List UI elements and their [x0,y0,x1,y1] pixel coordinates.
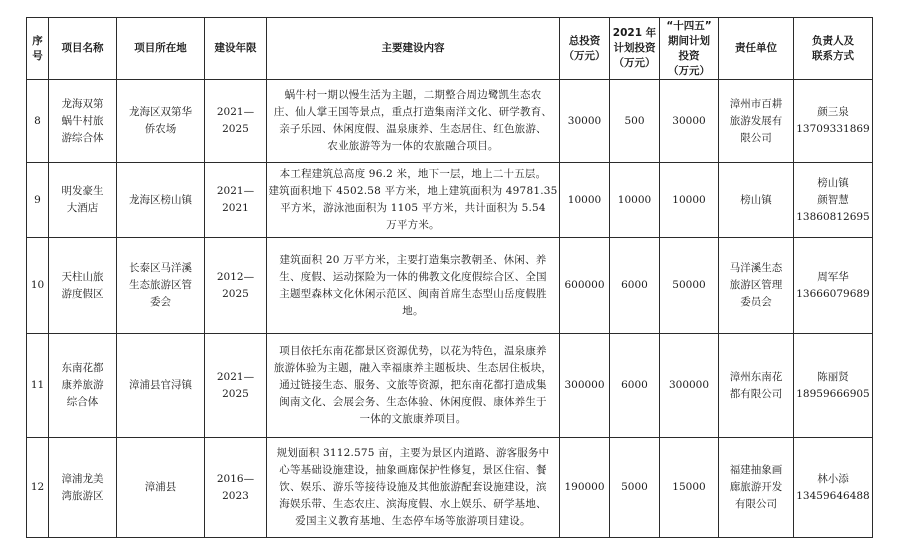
cell-seq: 10 [27,238,49,334]
header-period: 建设年限 [205,18,267,80]
header-name: 项目名称 [49,18,117,80]
cell-total: 10000 [560,163,610,238]
cell-plan2021: 6000 [610,238,660,334]
cell-unit: 福建抽象画 廊旅游开发 有限公司 [719,438,794,538]
header-contact: 负责人及 联系方式 [794,18,873,80]
cell-unit: 榜山镇 [719,163,794,238]
cell-seq: 9 [27,163,49,238]
cell-contact: 林小添 13459646488 [794,438,873,538]
header-total: 总投资 （万元） [560,18,610,80]
cell-plan145: 10000 [660,163,719,238]
cell-content: 本工程建筑总高度 96.2 米，地下一层，地上二十五层。 建筑面积地下 4502.58 平方米，地上建筑面积为 49781.35 平方米，游泳池面积为 1105 平方米，共计面积为 5.54 万平方米。 [267,163,560,238]
header-content: 主要建设内容 [267,18,560,80]
cell-name: 东南花都 康养旅游 综合体 [49,334,117,438]
cell-seq: 8 [27,80,49,163]
cell-seq: 12 [27,438,49,538]
cell-plan2021: 10000 [610,163,660,238]
cell-plan2021: 5000 [610,438,660,538]
cell-period: 2021— 2025 [205,80,267,163]
cell-location: 长泰区马洋溪 生态旅游区管 委会 [117,238,205,334]
cell-content: 规划面积 3112.575 亩，主要为景区内道路、游客服务中 心等基础设施建设，抽象画廊保护性修复，景区住宿、餐 饮、娱乐、游乐等接待设施及其他旅游配套设施建设，滨 海娱乐带、生态农庄、滨海度假、水上娱乐、研学基地、 爱国主义教育基地、生态停车场等旅游项目建设。 [267,438,560,538]
cell-name: 龙海双第 蜗牛村旅 游综合体 [49,80,117,163]
cell-location: 龙海区榜山镇 [117,163,205,238]
cell-plan2021: 6000 [610,334,660,438]
cell-total: 30000 [560,80,610,163]
table-row [27,334,873,438]
cell-total: 190000 [560,438,610,538]
table-row [27,80,873,163]
cell-contact: 榜山镇 颜智慧 13860812695 [794,163,873,238]
header-plan2021: 2021 年 计划投资 （万元） [610,18,660,80]
cell-content: 蜗牛村一期以慢生活为主题，二期整合周边鹭凯生态农 庄、仙人掌王国等景点，重点打造集南洋文化、研学教育、 亲子乐园、休闲度假、温泉康养、生态居住、红色旅游、 农业旅游等为一体的农旅融合项目。 [267,80,560,163]
cell-plan145: 30000 [660,80,719,163]
cell-unit: 漳州市百耕 旅游发展有 限公司 [719,80,794,163]
table-row [27,238,873,334]
cell-period: 2012— 2025 [205,238,267,334]
cell-plan145: 15000 [660,438,719,538]
cell-unit: 马洋溪生态 旅游区管理 委员会 [719,238,794,334]
cell-content: 建筑面积 20 万平方米，主要打造集宗教朝圣、休闲、养 生、度假、运动探险为一体的佛教文化度假综合区、全国 主题型森林文化休闲示范区、闽南首席生态型山岳度假胜 地。 [267,238,560,334]
header-location: 项目所在地 [117,18,205,80]
header-plan145: “十四五” 期间计划 投资 （万元） [660,18,719,80]
table-row [27,163,873,238]
cell-location: 漳浦县官浔镇 [117,334,205,438]
cell-contact: 周军华 13666079689 [794,238,873,334]
cell-plan145: 300000 [660,334,719,438]
cell-contact: 颜三泉 13709331869 [794,80,873,163]
project-table [26,17,873,538]
cell-content: 项目依托东南花都景区资源优势，以花为特色，温泉康养 旅游体验为主题，融入幸福康养主题板块、生态居住板块， 通过链接生态、服务、文旅等资源，把东南花都打造成集 闽南文化、会展会务、生态体验、休闲度假、康体养生于 一体的文旅康养项目。 [267,334,560,438]
header-seq: 序 号 [27,18,49,80]
cell-unit: 漳州东南花 都有限公司 [719,334,794,438]
table-row [27,438,873,538]
header-row [27,18,873,80]
cell-plan2021: 500 [610,80,660,163]
cell-period: 2021— 2021 [205,163,267,238]
cell-contact: 陈丽贤 18959666905 [794,334,873,438]
cell-location: 龙海区双第华 侨农场 [117,80,205,163]
cell-location: 漳浦县 [117,438,205,538]
cell-period: 2016— 2023 [205,438,267,538]
header-unit: 责任单位 [719,18,794,80]
cell-name: 天柱山旅 游度假区 [49,238,117,334]
cell-name: 漳浦龙美 湾旅游区 [49,438,117,538]
cell-plan145: 50000 [660,238,719,334]
cell-period: 2021— 2025 [205,334,267,438]
cell-total: 300000 [560,334,610,438]
cell-total: 600000 [560,238,610,334]
cell-name: 明发豪生 大酒店 [49,163,117,238]
cell-seq: 11 [27,334,49,438]
